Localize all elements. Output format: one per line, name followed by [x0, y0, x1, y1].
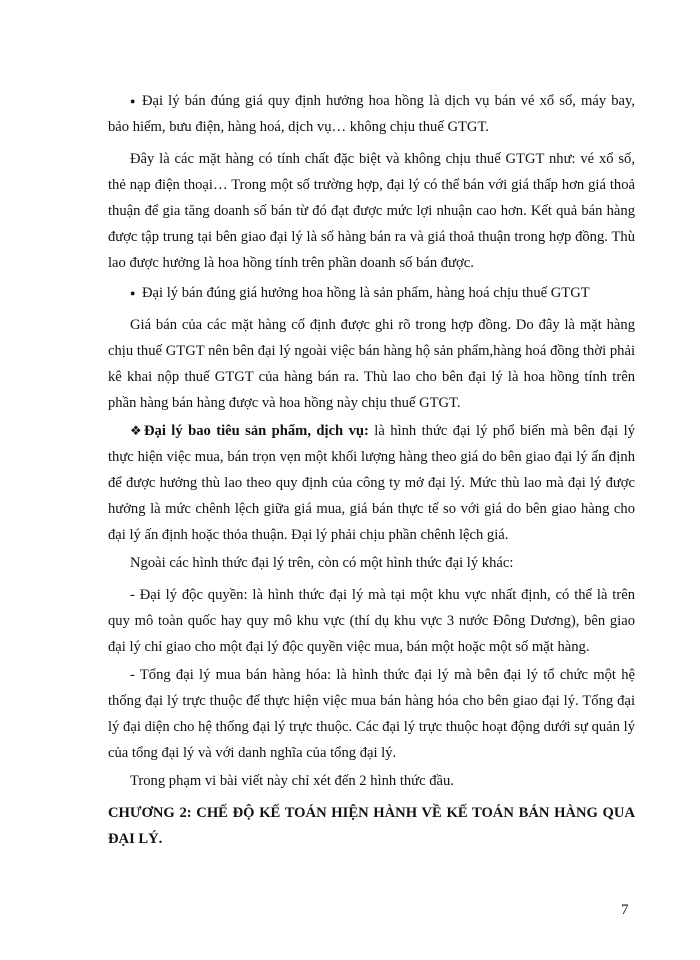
bullet-paragraph-commission-exempt [108, 88, 635, 140]
bullet-paragraph-commission-vat [108, 280, 635, 306]
text-line: phần hàng bán hàng được và hoa hồng này chịu thuế GTGT. [108, 395, 461, 411]
text-line: ❖ Đại lý bao tiêu sản phẩm, dịch vụ: là hình thức đại lý phổ biến mà bên đại lý [108, 418, 635, 444]
text-line: đại lý chỉ giao cho một đại lý độc quyền việc mua, bán một hoặc một số mặt hàng. [108, 639, 590, 655]
paragraph-other-forms-intro [108, 550, 635, 576]
text-line: thực hiện việc mua, bán trọn vẹn một khối lượng hàng theo giá do bên giao đại lý ấn định [108, 449, 635, 465]
text-line: lý đại diện cho hệ thống đại lý trực thuộc. Các đại lý trực thuộc hoạt động dưới sự quản lý [108, 719, 635, 735]
text-line: ● Đại lý bán đúng giá hưởng hoa hồng là sản phẩm, hàng hoá chịu thuế GTGT [108, 280, 635, 306]
heading-line: CHƯƠNG 2: CHẾ ĐỘ KẾ TOÁN HIỆN HÀNH VỀ KẾ TOÁN BÁN HÀNG QUA [108, 805, 635, 821]
text-line: Trong phạm vi bài viết này chỉ xét đến 2 hình thức đầu. [130, 773, 454, 789]
page-number: 7 [621, 902, 629, 918]
paragraph-vat-goods [108, 312, 635, 416]
bullet-dot-icon: ● [130, 96, 136, 106]
paragraph-exempt-goods [108, 146, 635, 276]
text-line: Giá bán của các mặt hàng cố định được ghi rõ trong hợp đồng. Do đây là mặt hàng [130, 317, 635, 333]
text-line: quy mô toàn quốc hay quy mô khu vực (thí dụ khu vực 3 nước Đông Dương), bên giao [108, 613, 635, 629]
text-line: chịu thuế GTGT nên bên đại lý ngoài việc bán hàng hộ sản phẩm,hàng hoá đồng thời phải [108, 343, 635, 359]
paragraph-underwriting-agent [108, 418, 635, 548]
text-line: đại lý ấn định hoặc thỏa thuận. Đại lý phải chịu phần chênh lệch giá. [108, 527, 509, 543]
text-line: - Đại lý độc quyền: là hình thức đại lý mà tại một khu vực nhất định, có thể là trên [130, 587, 635, 603]
text-line: hưởng là mức chênh lệch giữa giá mua, giá bán thực tế so với giá do bên giao hàng cho [108, 501, 635, 517]
text-line: Đây là các mặt hàng có tính chất đặc biệt và không chịu thuế GTGT như: vé xổ số, [130, 151, 635, 167]
chapter-heading [108, 800, 635, 852]
text-line: lao được hưởng là hoa hồng tính trên phần doanh số bán được. [108, 255, 474, 271]
paragraph-scope [108, 768, 635, 794]
text-line: thuận để gia tăng doanh số bán từ đó đạt được mức lợi nhuận cao hơn. Kết quả bán hàng [108, 203, 635, 219]
text-line: của tổng đại lý và với danh nghĩa của tổng đại lý. [108, 745, 397, 761]
text-line: bảo hiểm, bưu điện, hàng hoá, dịch vụ… không chịu thuế GTGT. [108, 119, 489, 135]
bullet-dot-icon: ● [130, 288, 136, 298]
paragraph-general-agent [108, 662, 635, 766]
text-line: để được hưởng thù lao theo quy định của công ty mở đại lý. Mức thù lao mà đại lý được [108, 475, 635, 491]
bold-term: Đại lý bao tiêu sản phẩm, dịch vụ: [144, 423, 369, 439]
text-line: Ngoài các hình thức đại lý trên, còn có một hình thức đại lý khác: [130, 555, 514, 571]
text-line: kê khai nộp thuế GTGT của hàng bán ra. Thù lao cho bên đại lý là hoa hồng tính trên [108, 369, 635, 385]
paragraph-exclusive-agent [108, 582, 635, 660]
diamond-bullet-icon: ❖ [130, 423, 142, 438]
text-line: - Tổng đại lý mua bán hàng hóa: là hình thức đại lý mà bên đại lý tổ chức một hệ [130, 667, 635, 683]
text-line: ● Đại lý bán đúng giá quy định hưởng hoa hồng là dịch vụ bán vé xổ số, máy bay, [108, 88, 635, 114]
heading-line: ĐẠI LÝ. [108, 831, 163, 847]
text-line: thẻ nạp điện thoại… Trong một số trường hợp, đại lý có thể bán với giá thấp hơn giá thoả [108, 177, 635, 193]
text-line: được tập trung tại bên giao đại lý là số hàng bán ra và giá thoả thuận trong hợp đồng. Thù [108, 229, 635, 245]
text-line: thống đại lý trực thuộc để thực hiện việc mua bán hàng hóa cho bên giao đại lý. Tổng đại [108, 693, 635, 709]
